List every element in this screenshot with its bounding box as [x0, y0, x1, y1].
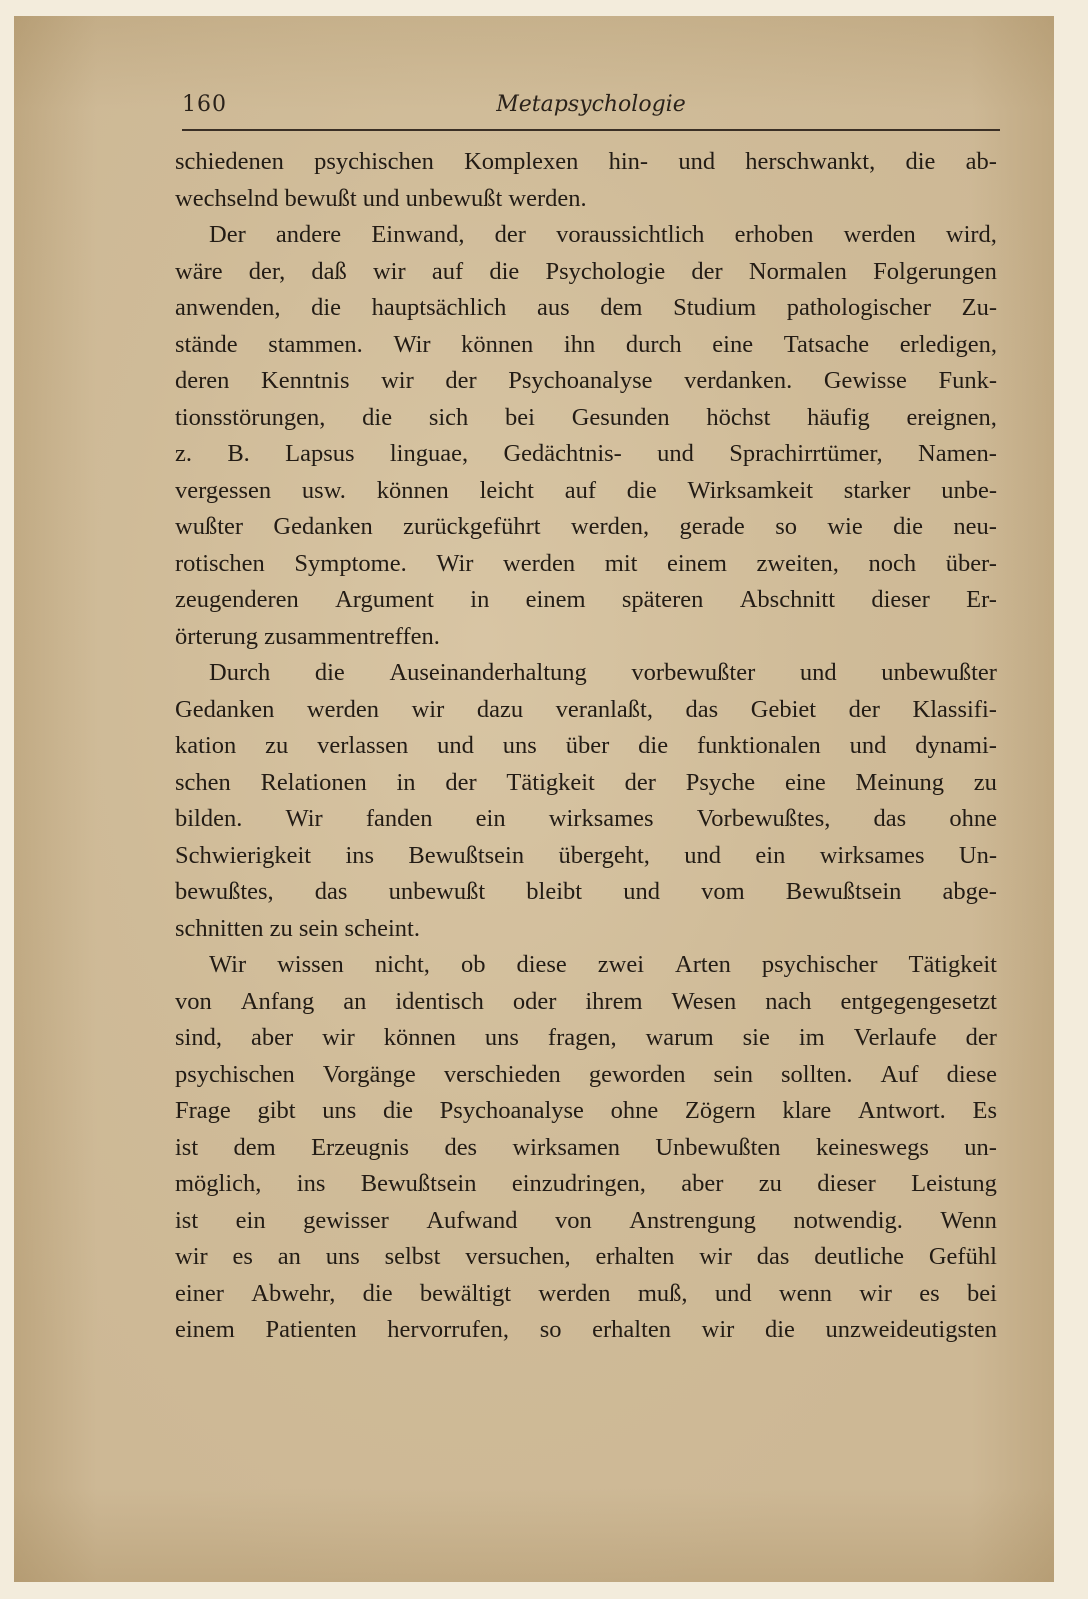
text-line: Frage gibt uns die Psychoanalyse ohne Zögern klare Antwort. Es: [175, 1097, 997, 1124]
text-line: einem Patienten hervorrufen, so erhalten wir die unzweideutigsten: [175, 1316, 997, 1343]
text-line: psychischen Vorgänge verschieden geworden sein sollten. Auf diese: [175, 1060, 997, 1088]
text-line: Durch die Auseinanderhaltung vorbewußter und unbewußter: [209, 659, 997, 686]
running-head: Metapsychologie: [496, 92, 686, 117]
body-text: [175, 144, 997, 1349]
text-line: einer Abwehr, die bewältigt werden muß, und wenn wir es bei: [175, 1279, 997, 1307]
text-line: rotischen Symptome. Wir werden mit einem zweiten, noch über-: [175, 549, 997, 577]
text-line: wir es an uns selbst versuchen, erhalten wir das deutliche Gefühl: [175, 1243, 997, 1270]
text-line: wäre der, daß wir auf die Psychologie der Normalen Folgerungen: [175, 257, 997, 285]
text-line: wußter Gedanken zurückgeführt werden, gerade so wie die neu-: [175, 513, 997, 540]
text-line: vergessen usw. können leicht auf die Wirksamkeit starker unbe-: [175, 476, 997, 504]
text-line: deren Kenntnis wir der Psychoanalyse verdanken. Gewisse Funk-: [175, 367, 997, 394]
text-line: anwenden, die hauptsächlich aus dem Studium pathologischer Zu-: [175, 294, 997, 321]
page-header: [182, 92, 1000, 128]
text-line: stände stammen. Wir können ihn durch eine Tatsache erledigen,: [175, 330, 997, 358]
text-line: zeugenderen Argument in einem späteren Abschnitt dieser Er-: [175, 586, 997, 613]
text-line: z. B. Lapsus linguae, Gedächtnis- und Sprachirrtümer, Namen-: [175, 440, 997, 467]
text-line: schen Relationen in der Tätigkeit der Psyche eine Meinung zu: [175, 768, 997, 796]
text-line: schnitten zu sein scheint.: [175, 914, 420, 942]
text-line: von Anfang an identisch oder ihrem Wesen nach entgegengesetzt: [175, 987, 997, 1015]
header-rule: [182, 129, 1000, 131]
text-line: Schwierigkeit ins Bewußtsein übergeht, und ein wirksames Un-: [175, 841, 997, 869]
text-line: ist ein gewisser Aufwand von Anstrengung notwendig. Wenn: [175, 1206, 997, 1234]
text-line: Der andere Einwand, der voraussichtlich erhoben werden wird,: [209, 221, 997, 248]
text-line: ist dem Erzeugnis des wirksamen Unbewußten keineswegs un-: [175, 1133, 997, 1161]
text-line: Wir wissen nicht, ob diese zwei Arten psychischer Tätigkeit: [209, 951, 997, 978]
text-line: schiedenen psychischen Komplexen hin- und herschwankt, die ab-: [175, 148, 997, 175]
text-line: kation zu verlassen und uns über die funktionalen und dynami-: [175, 732, 997, 759]
text-line: möglich, ins Bewußtsein einzudringen, aber zu dieser Leistung: [175, 1170, 997, 1197]
text-line: bilden. Wir fanden ein wirksames Vorbewußtes, das ohne: [175, 805, 997, 832]
text-line: sind, aber wir können uns fragen, warum sie im Verlaufe der: [175, 1024, 997, 1051]
text-line: wechselnd bewußt und unbewußt werden.: [175, 184, 587, 212]
text-line: tionsstörungen, die sich bei Gesunden höchst häufig ereignen,: [175, 403, 997, 431]
text-line: bewußtes, das unbewußt bleibt und vom Bewußtsein abge-: [175, 878, 997, 905]
text-line: örterung zusammentreffen.: [175, 622, 440, 650]
page-number: 160: [182, 92, 227, 117]
text-line: Gedanken werden wir dazu veranlaßt, das Gebiet der Klassifi-: [175, 695, 997, 723]
